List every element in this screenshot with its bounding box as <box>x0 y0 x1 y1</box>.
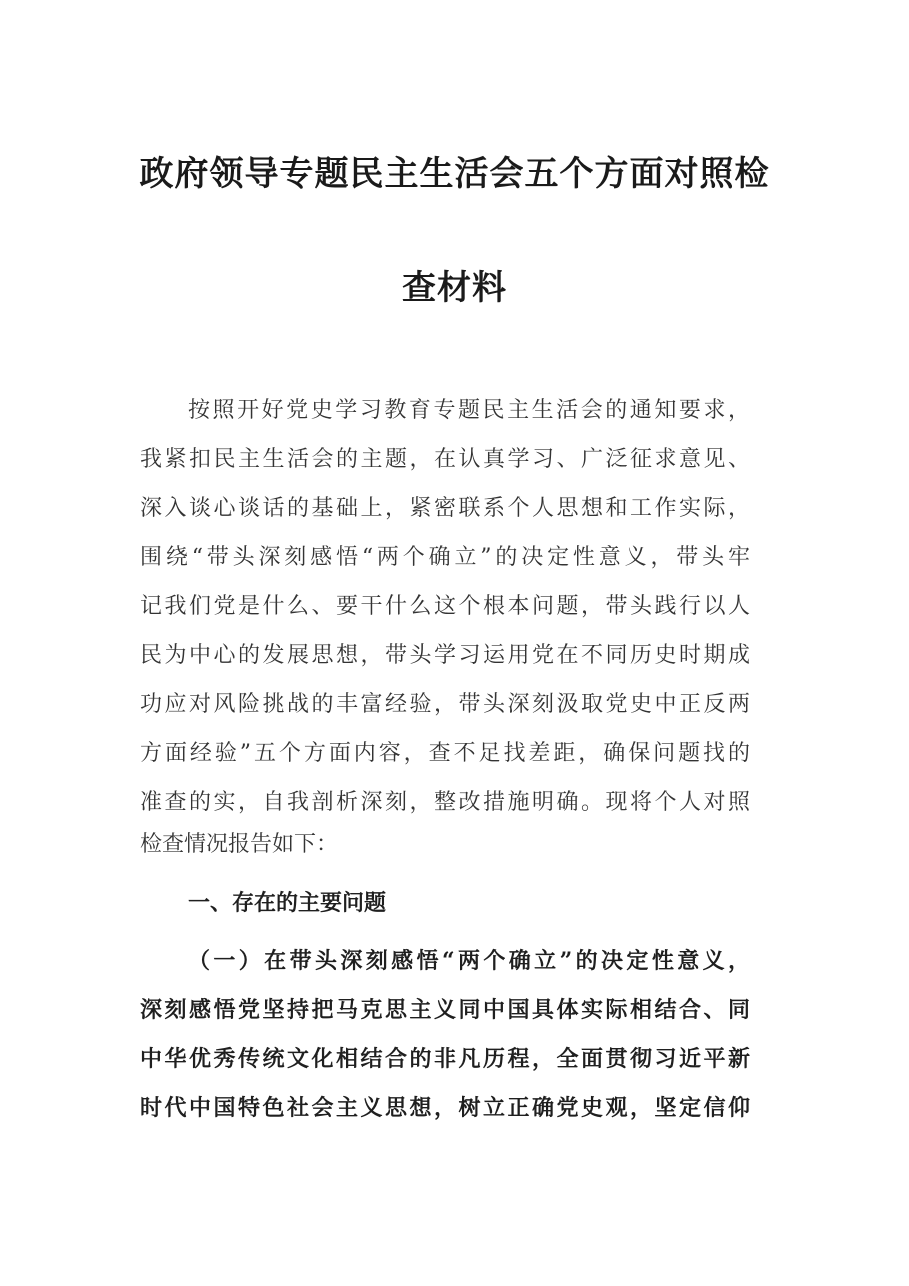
intro-line: 功应对风险挑战的丰富经验，带头深刻汲取党史中正反两 <box>140 692 750 717</box>
intro-line: 方面经验”五个方面内容，查不足找差距，确保问题找的 <box>140 741 750 766</box>
intro-line: 记我们党是什么、要干什么这个根本问题，带头践行以人 <box>140 594 750 619</box>
subsection-line: 中华优秀传统文化相结合的非凡历程，全面贯彻习近平新 <box>140 1046 750 1072</box>
intro-line: 准查的实，自我剖析深刻，整改措施明确。现将个人对照 <box>140 790 750 815</box>
subsection-line: （一）在带头深刻感悟“两个确立”的决定性意义， <box>188 948 750 974</box>
intro-line: 按照开好党史学习教育专题民主生活会的通知要求， <box>188 398 750 423</box>
intro-line: 深入谈心谈话的基础上，紧密联系个人思想和工作实际， <box>140 496 750 521</box>
intro-line: 我紧扣民主生活会的主题，在认真学习、广泛征求意见、 <box>140 447 750 472</box>
intro-line: 围绕“带头深刻感悟“两个确立”的决定性意义，带头牢 <box>140 545 750 570</box>
subsection-line: 深刻感悟党坚持把马克思主义同中国具体实际相结合、同 <box>140 997 750 1023</box>
intro-line: 检查情况报告如下： <box>140 832 339 857</box>
section-heading: 一、存在的主要问题 <box>188 890 387 916</box>
intro-line: 民为中心的发展思想，带头学习运用党在不同历史时期成 <box>140 643 750 668</box>
subsection-line: 时代中国特色社会主义思想，树立正确党史观，坚定信仰 <box>140 1095 750 1121</box>
document-title-line-1: 政府领导专题民主生活会五个方面对照检 <box>139 154 770 194</box>
document-title-line-2: 查材料 <box>402 268 507 308</box>
